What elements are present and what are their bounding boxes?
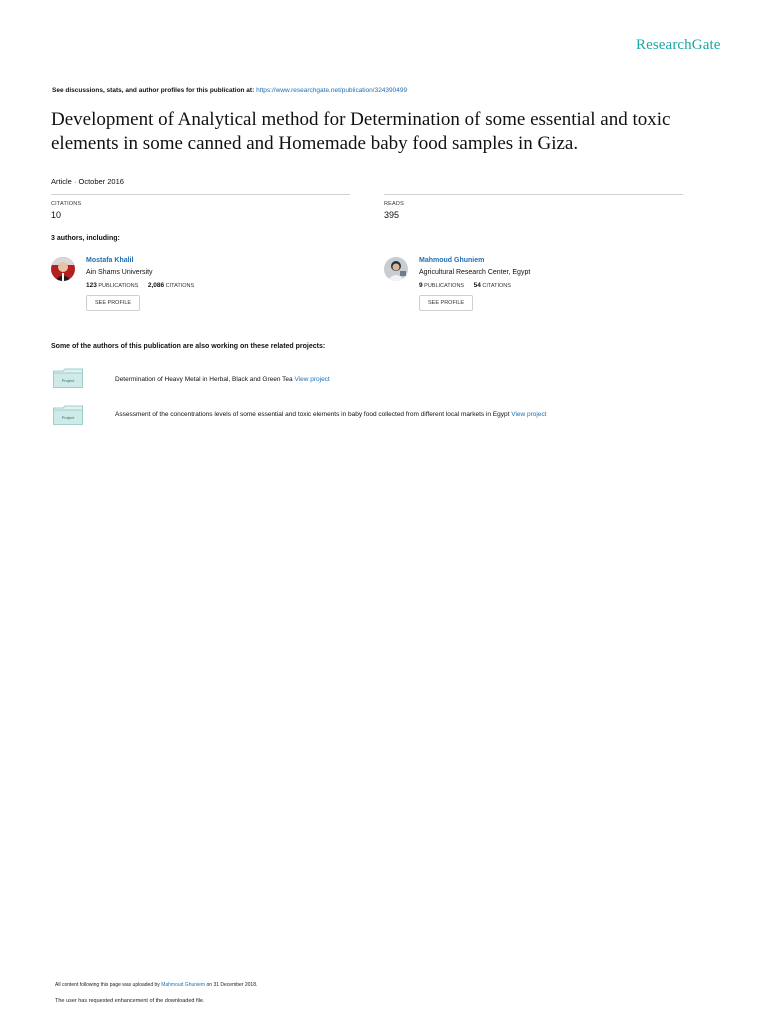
see-profile-button[interactable]: SEE PROFILE bbox=[419, 295, 473, 311]
citations-count: 2,086 bbox=[147, 282, 165, 289]
reads-stat bbox=[384, 194, 683, 220]
view-project-link[interactable]: View project bbox=[511, 411, 547, 418]
publication-meta: Article · October 2016 bbox=[51, 177, 124, 186]
publications-label: PUBLICATIONS bbox=[424, 283, 465, 289]
upload-note-prefix: All content following this page was uploaded by bbox=[55, 982, 160, 988]
project-badge: Project bbox=[61, 415, 75, 420]
publications-label: PUBLICATIONS bbox=[98, 283, 139, 289]
citations-label: CITATIONS bbox=[482, 283, 511, 289]
reads-value: 395 bbox=[384, 210, 400, 220]
avatar[interactable] bbox=[384, 257, 408, 281]
project-title: Determination of Heavy Metal in Herbal, Black and Green Tea bbox=[115, 376, 293, 383]
publication-url-link[interactable]: https://www.researchgate.net/publication/324390499 bbox=[256, 87, 408, 94]
citations-label: CITATIONS bbox=[51, 201, 82, 207]
enhancement-note: The user has requested enhancement of the downloaded file. bbox=[55, 998, 205, 1004]
uploader-link[interactable]: Mahmoud Ghuniem bbox=[161, 982, 206, 988]
project-folder-icon bbox=[53, 405, 83, 425]
author-name-link[interactable]: Mahmoud Ghuniem bbox=[419, 257, 485, 264]
publications-count: 123 bbox=[86, 282, 97, 289]
view-project-link[interactable]: View project bbox=[294, 376, 330, 383]
person-photo-icon bbox=[51, 257, 75, 281]
citations-count: 54 bbox=[473, 282, 481, 289]
author-institution: Agricultural Research Center, Egypt bbox=[419, 269, 531, 276]
citations-value: 10 bbox=[51, 210, 62, 220]
upload-note bbox=[55, 982, 257, 988]
see-discussions-text: See discussions, stats, and author profiles for this publication at: bbox=[52, 87, 255, 94]
author-institution: Ain Shams University bbox=[86, 269, 153, 276]
project-title: Assessment of the concentrations levels of some essential and toxic elements in baby food collected from different local markets in Egypt bbox=[115, 411, 510, 418]
researchgate-logo[interactable]: ResearchGate bbox=[636, 37, 721, 53]
project-row bbox=[53, 405, 753, 427]
authors-heading: 3 authors, including: bbox=[51, 235, 120, 242]
author-stats bbox=[419, 282, 669, 289]
author-name-link[interactable]: Mostafa Khalil bbox=[86, 257, 134, 264]
reads-label: READS bbox=[384, 201, 404, 207]
publication-title: Development of Analytical method for Determination of some essential and toxic elements in some canned and Homemade baby food samples in Giza. bbox=[51, 109, 671, 154]
author-stats bbox=[86, 282, 336, 289]
person-photo-icon bbox=[384, 257, 408, 281]
avatar[interactable] bbox=[51, 257, 75, 281]
related-projects-heading: Some of the authors of this publication are also working on these related projects: bbox=[51, 343, 326, 350]
publications-count: 9 bbox=[419, 282, 423, 289]
project-folder-icon bbox=[53, 368, 83, 388]
citations-label: CITATIONS bbox=[165, 283, 195, 289]
see-profile-button[interactable]: SEE PROFILE bbox=[86, 295, 140, 311]
see-discussions-line bbox=[52, 87, 407, 94]
project-row bbox=[53, 368, 753, 390]
upload-note-suffix: on 31 December 2018. bbox=[206, 982, 258, 988]
project-badge: Project bbox=[61, 378, 75, 383]
citations-stat bbox=[51, 194, 350, 220]
